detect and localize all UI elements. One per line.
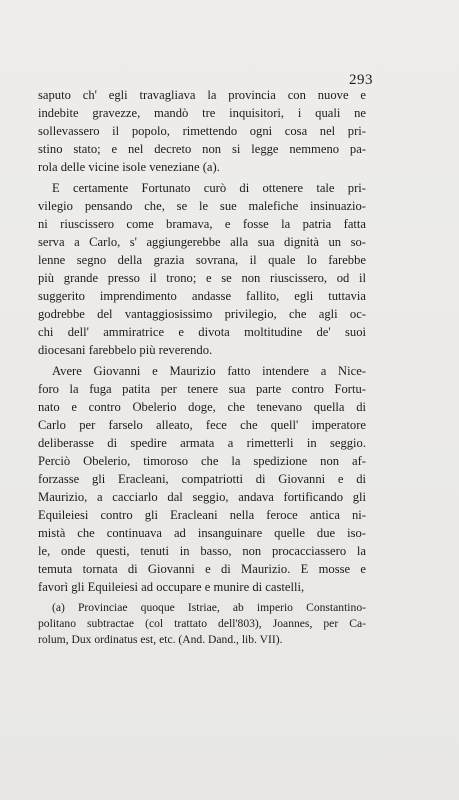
text-line: ni riuscissero come bramava, e fosse la patria fatta xyxy=(38,217,366,231)
footnote-line: (a) Provinciae quoque Istriae, ab imperio Constantino- xyxy=(52,601,366,614)
text-line: diocesani farebbelo più reverendo. xyxy=(38,343,213,357)
text-line: Perciò Obelerio, timoroso che la spedizione non af- xyxy=(38,454,366,468)
paragraph-2 xyxy=(38,179,366,359)
text-line: forzasse gli Eracleani, compatriotti di Giovanni e di xyxy=(38,472,366,486)
text-line: mistà che continuava ad insanguinare quelle due iso- xyxy=(38,526,366,540)
text-line: Avere Giovanni e Maurizio fatto intendere a Nice- xyxy=(52,364,366,378)
text-line: saputo ch' egli travagliava la provincia con nuove e xyxy=(38,88,366,102)
text-line: chi dell' ammiratrice e divota moltitudine de' suoi xyxy=(38,325,366,339)
footnote-line: rolum, Dux ordinatus est, etc. (And. Dand., lib. VII). xyxy=(38,633,283,646)
text-line: più grande presso il trono; e se non riuscissero, od il xyxy=(38,271,366,285)
text-line: deliberasse di spedire armata a rimetterli in seggio. xyxy=(38,436,366,450)
text-line: lenne segno della grazia sovrana, il quale lo farebbe xyxy=(38,253,366,267)
paragraph-1 xyxy=(38,86,366,176)
text-line: favorì gli Equileiesi ad occupare e munire di castelli, xyxy=(38,580,305,594)
text-line: le, onde questi, tenuti in basso, non procacciassero la xyxy=(38,544,366,558)
text-line: nato e contro Obelerio doge, che tenevano quella di xyxy=(38,400,366,414)
text-line: serva a Carlo, s' aggiungerebbe alla sua dignità un so- xyxy=(38,235,366,249)
paragraph-3 xyxy=(38,362,366,596)
footnote-line: politano subtractae (col trattato dell'803), Joannes, per Ca- xyxy=(38,617,366,630)
text-line: suggerito imprendimento andasse fallito, egli tuttavia xyxy=(38,289,366,303)
text-line: E certamente Fortunato curò di ottenere tale pri- xyxy=(52,181,366,195)
text-line: Equileiesi contro gli Eracleani nella feroce antica ni- xyxy=(38,508,366,522)
text-line: godrebbe del vantaggiosissimo privilegio, che agli oc- xyxy=(38,307,366,321)
text-line: vilegio pensando che, se le sue malefiche insinuazio- xyxy=(38,199,366,213)
page-number: 293 xyxy=(349,72,373,88)
text-line: rola delle vicine isole veneziane (a). xyxy=(38,160,220,174)
text-line: Carlo per farselo alleato, fece che quell' imperatore xyxy=(38,418,366,432)
text-line: indebite gravezze, mandò tre inquisitori, i quali ne xyxy=(38,106,366,120)
text-line: stino stato; e nel decreto non si legge nemmeno pa- xyxy=(38,142,366,156)
text-line: foro la fuga patita per tenere sua parte contro Fortu- xyxy=(38,382,366,396)
text-line: sollevassero il popolo, rimettendo ogni cosa nel pri- xyxy=(38,124,366,138)
text-line: temuta tornata di Giovanni e di Maurizio. E mosse e xyxy=(38,562,366,576)
body-text xyxy=(38,86,366,599)
text-line: Maurizio, a cacciarlo dal seggio, andava fortificando gli xyxy=(38,490,366,504)
footnote xyxy=(38,600,366,648)
